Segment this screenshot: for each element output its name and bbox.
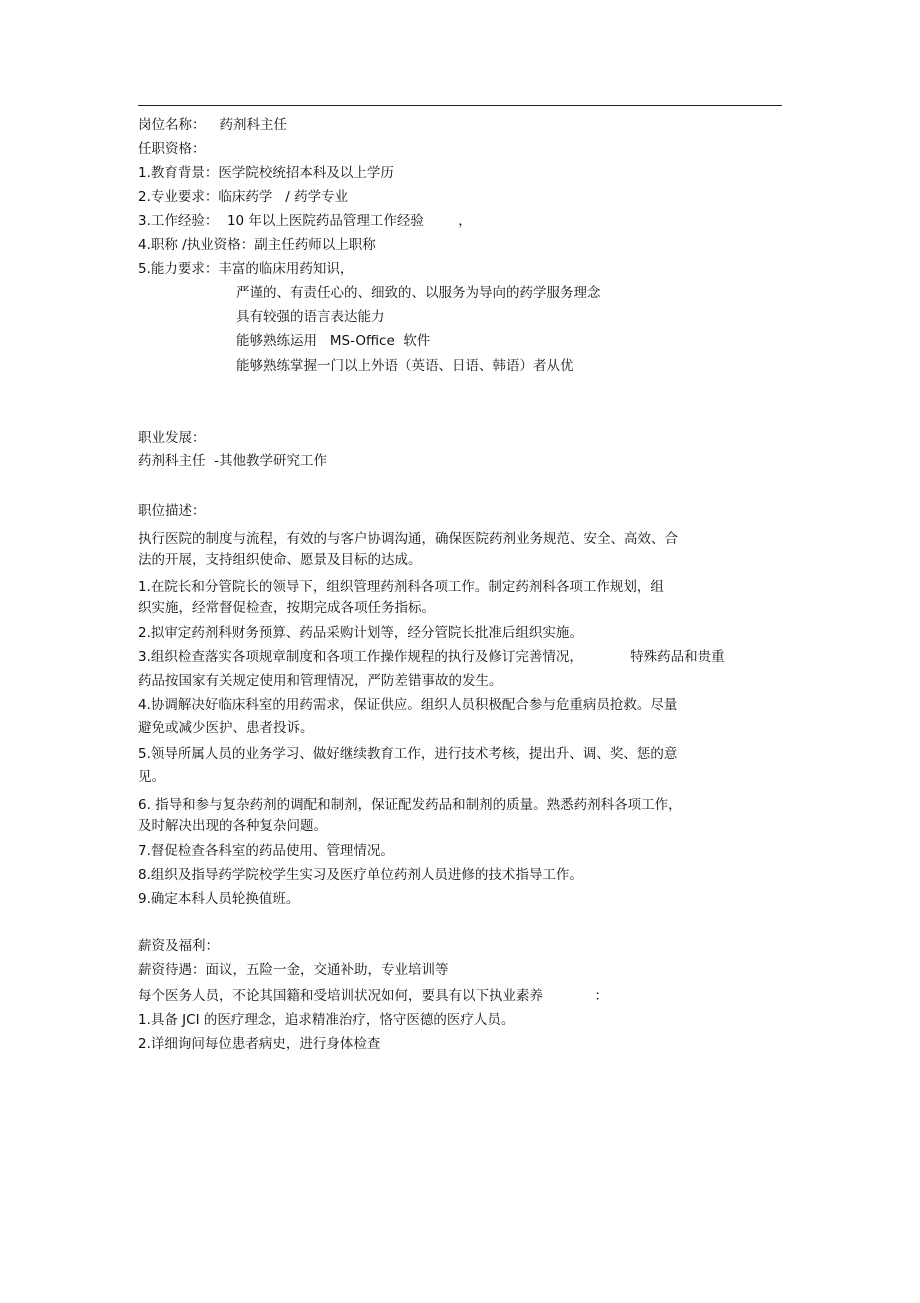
description-line: 织实施，经常督促检查，按期完成各项任务指标。 — [138, 600, 435, 616]
benefits-line: 2.详细询问每位患者病史，进行身体检查 — [138, 1036, 381, 1052]
description-line: 法的开展，支持组织使命、愿景及目标的达成。 — [138, 552, 422, 568]
ability-item: 具有较强的语言表达能力 — [236, 309, 385, 325]
qualifications-title: 任职资格： — [138, 141, 206, 157]
description-line: 6. 指导和参与复杂药剂的调配和制剂，保证配发药品和制剂的质量。熟悉药剂科各项工作， — [138, 797, 682, 813]
description-line: 9.确定本科人员轮换值班。 — [138, 891, 300, 907]
description-line: 4.协调解决好临床科室的用药需求，保证供应。组织人员积极配合参与危重病员抢救。尽量 — [138, 697, 678, 713]
qualification-item: 3.工作经验： 10 年以上医院药品管理工作经验 ， — [138, 213, 472, 229]
description-line: 7.督促检查各科室的药品使用、管理情况。 — [138, 843, 394, 859]
header-rule — [138, 105, 782, 106]
description-line: 8.组织及指导药学院校学生实习及医疗单位药剂人员进修的技术指导工作。 — [138, 867, 583, 883]
position-label: 岗位名称： — [138, 117, 206, 133]
position-line — [138, 117, 287, 133]
ability-item: 严谨的、有责任心的、细致的、以服务为导向的药学服务理念 — [236, 285, 601, 301]
ability-item: 能够熟练掌握一门以上外语（英语、日语、韩语）者从优 — [236, 358, 574, 374]
career-text: 药剂科主任 -其他教学研究工作 — [138, 453, 327, 469]
position-value: 药剂科主任 — [219, 117, 287, 133]
description-line: 执行医院的制度与流程，有效的与客户协调沟通，确保医院药剂业务规范、安全、高效、合 — [138, 531, 678, 547]
benefits-line: 每个医务人员，不论其国籍和受培训状况如何，要具有以下执业素养 ： — [138, 988, 608, 1004]
career-title: 职业发展： — [138, 430, 206, 446]
description-line: 及时解决出现的各种复杂问题。 — [138, 818, 327, 834]
description-line: 药品按国家有关规定使用和管理情况，严防差错事故的发生。 — [138, 673, 503, 689]
description-line: 见。 — [138, 769, 165, 785]
benefits-line: 1.具备 JCI 的医疗理念，追求精准治疗，恪守医德的医疗人员。 — [138, 1012, 515, 1028]
description-line: 1.在院长和分管院长的领导下，组织管理药剂科各项工作。制定药剂科各项工作规划，组 — [138, 579, 664, 595]
ability-item: 能够熟练运用 MS-Office 软件 — [236, 333, 431, 349]
description-line: 3.组织检查落实各项规章制度和各项工作操作规程的执行及修订完善情况， 特殊药品和贵重 — [138, 649, 725, 665]
benefits-title: 薪资及福利： — [138, 938, 219, 954]
qualification-item: 2.专业要求：临床药学 / 药学专业 — [138, 189, 349, 205]
description-line: 避免或减少医护、患者投诉。 — [138, 720, 314, 736]
benefits-line: 薪资待遇：面议，五险一金，交通补助，专业培训等 — [138, 962, 449, 978]
description-line: 2.拟审定药剂科财务预算、药品采购计划等，经分管院长批准后组织实施。 — [138, 625, 583, 641]
qualification-item: 4.职称 /执业资格：副主任药师以上职称 — [138, 237, 376, 253]
qualification-item: 1.教育背景：医学院校统招本科及以上学历 — [138, 165, 394, 181]
qualification-item: 5.能力要求：丰富的临床用药知识， — [138, 261, 354, 277]
description-line: 5.领导所属人员的业务学习、做好继续教育工作，进行技术考核，提出升、调、奖、惩的意 — [138, 746, 678, 762]
description-title: 职位描述： — [138, 503, 206, 519]
